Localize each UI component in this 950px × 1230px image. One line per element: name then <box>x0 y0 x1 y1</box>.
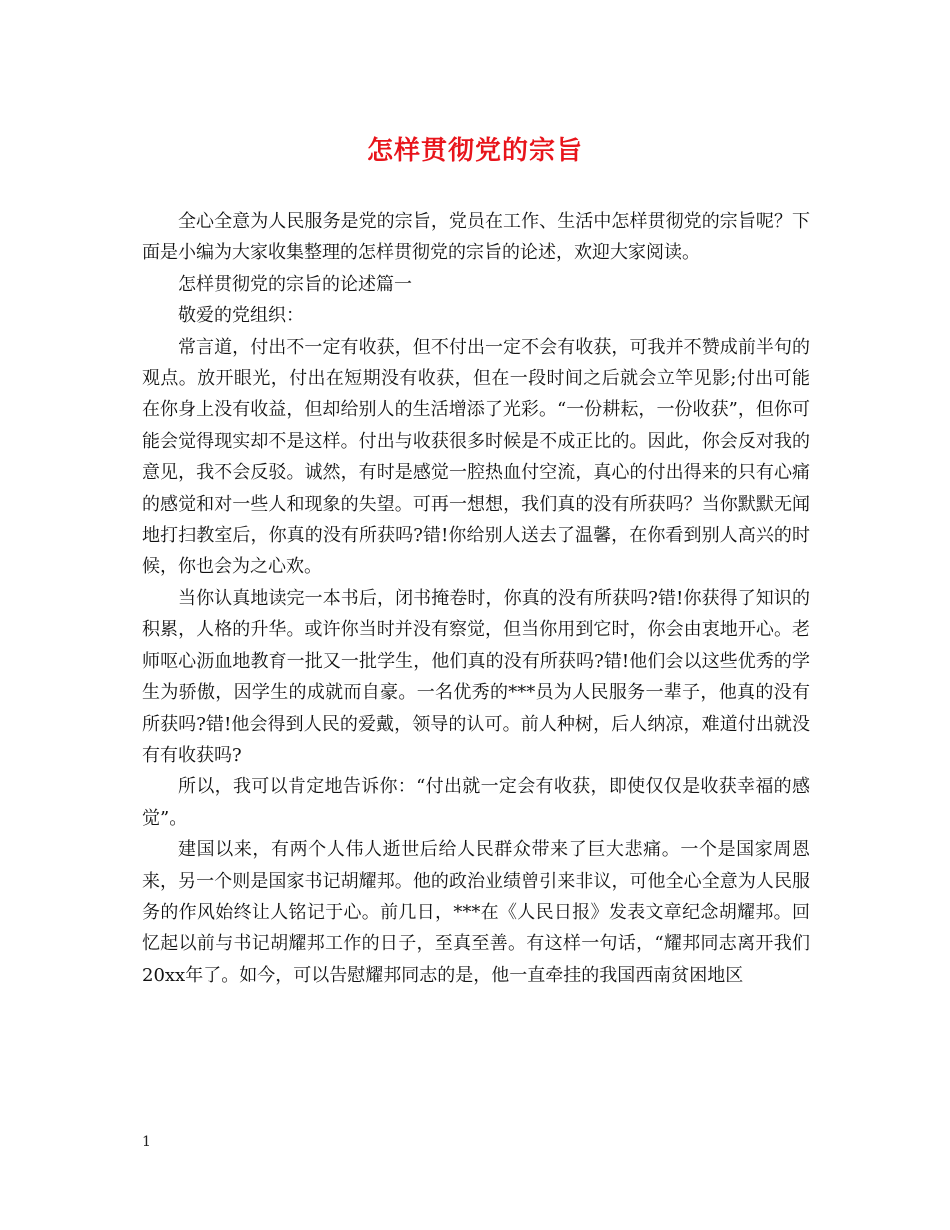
page-title: 怎样贯彻党的宗旨 <box>366 136 583 166</box>
body-paragraph: 建国以来，有两个人伟人逝世后给人民群众带来了巨大悲痛。一个是国家周恩来，另一个则是国家书记胡耀邦。他的政治业绩曾引来非议，可他全心全意为人民服务的作风始终让人铭记于心。前几日，***在《人民日报》发表文章纪念胡耀邦。回忆起以前与书记胡耀邦工作的日子，至真至善。有这样一句话，“耀邦同志离开我们20xx年了。如今，可以告慰耀邦同志的是，他一直牵挂的我国西南贫困地区 <box>142 839 810 986</box>
body-paragraph: 所以，我可以肯定地告诉你：“付出就一定会有收获，即使仅仅是收获幸福的感觉”。 <box>142 776 810 829</box>
page-number: 1 <box>142 1134 151 1150</box>
section-heading: 怎样贯彻党的宗旨的论述篇一 <box>178 273 412 295</box>
document-body <box>142 206 810 991</box>
intro-paragraph: 全心全意为人民服务是党的宗旨，党员在工作、生活中怎样贯彻党的宗旨呢？下面是小编为大家收集整理的怎样贯彻党的宗旨的论述，欢迎大家阅读。 <box>142 211 810 264</box>
body-paragraph: 常言道，付出不一定有收获，但不付出一定不会有收获，可我并不赞成前半句的观点。放开眼光，付出在短期没有收获，但在一段时间之后就会立竿见影;付出可能在你身上没有收益，但却给别人的生活增添了光彩。“一份耕耘，一份收获”，但你可能会觉得现实却不是这样。付出与收获很多时候是不成正比的。因此，你会反对我的意见，我不会反驳。诚然，有时是感觉一腔热血付空流，真心的付出得来的只有心痛的感觉和对一些人和现象的失望。可再一想想，我们真的没有所获吗？当你默默无闻地打扫教室后，你真的没有所获吗?错!你给别人送去了温馨，在你看到别人高兴的时候，你也会为之心欢。 <box>142 336 810 578</box>
body-paragraph: 当你认真地读完一本书后，闭书掩卷时，你真的没有所获吗?错!你获得了知识的积累，人格的升华。或许你当时并没有察觉，但当你用到它时，你会由衷地开心。老师呕心沥血地教育一批又一批学生，他们真的没有所获吗?错!他们会以这些优秀的学生为骄傲，因学生的成就而自豪。一名优秀的***员为人民服务一辈子，他真的没有所获吗?错!他会得到人民的爱戴，领导的认可。前人种树，后人纳凉，难道付出就没有有收获吗? <box>142 587 810 766</box>
salutation: 敬爱的党组织： <box>178 305 304 327</box>
